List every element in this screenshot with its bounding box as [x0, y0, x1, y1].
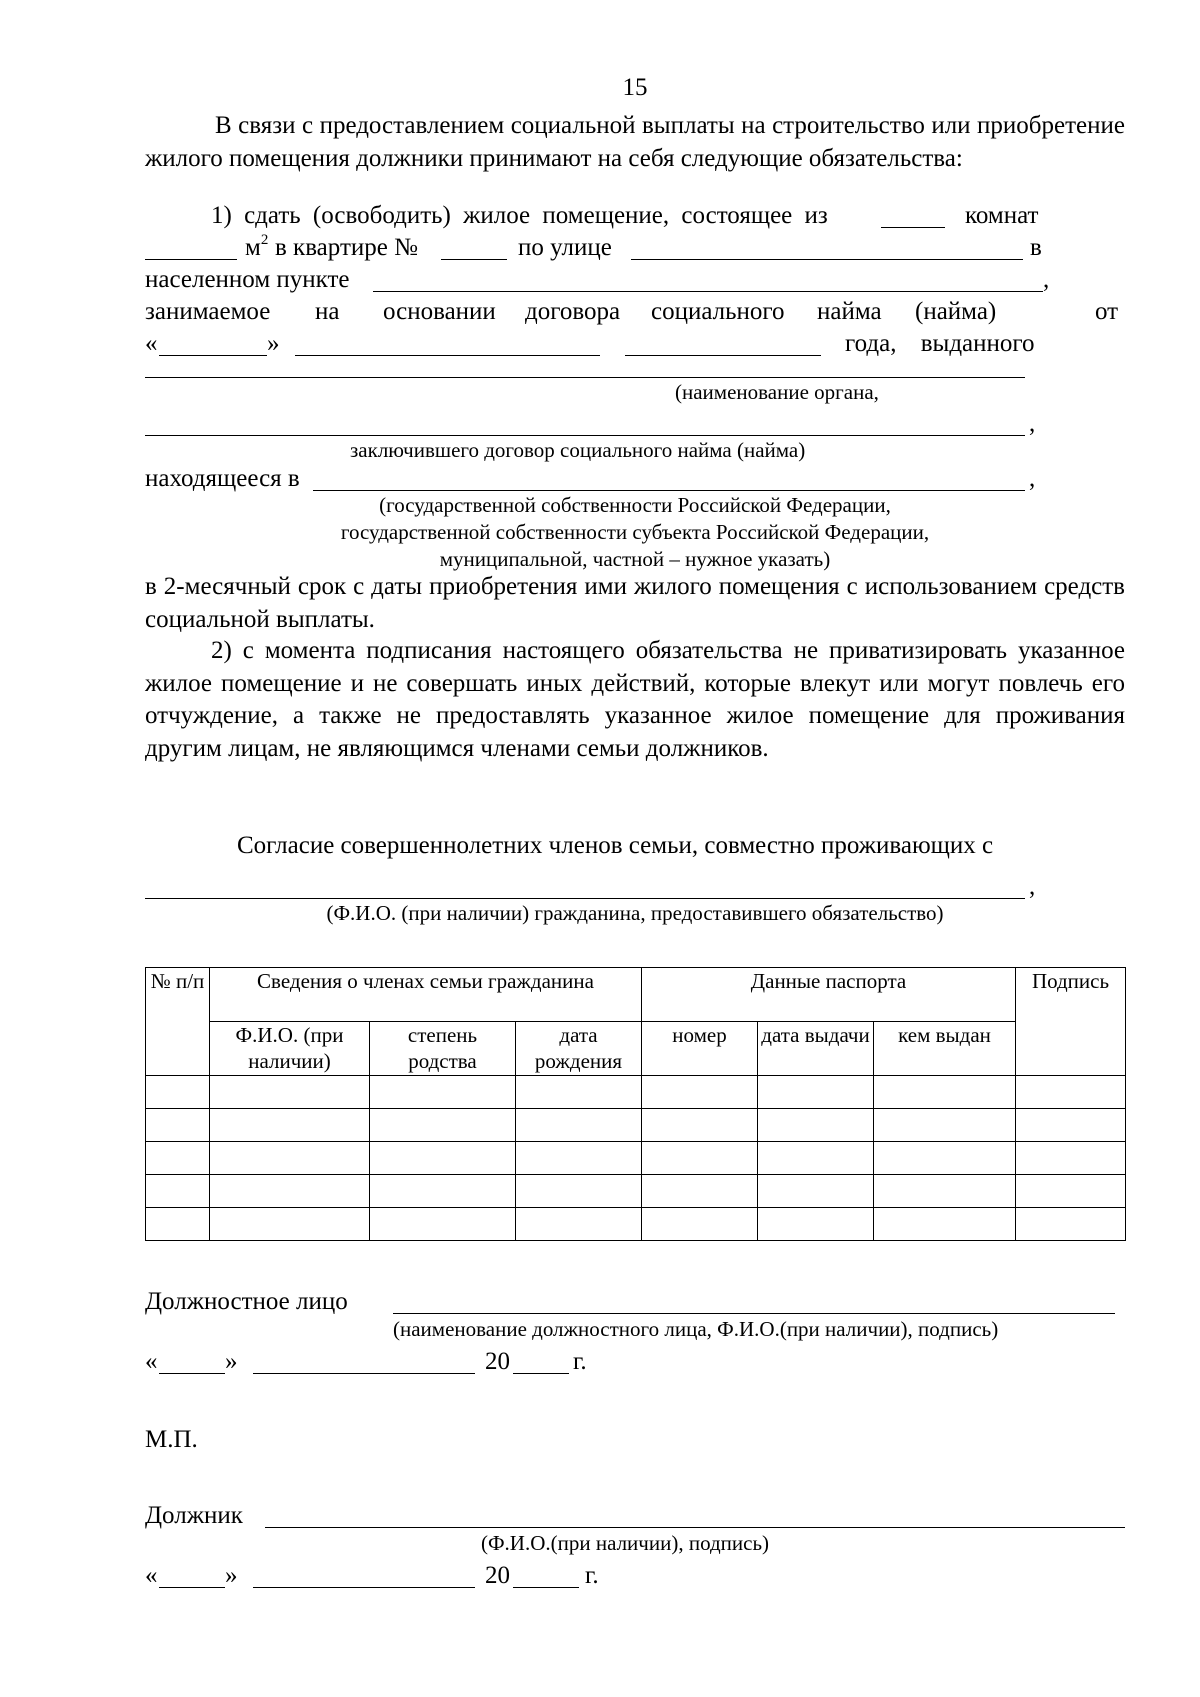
apartment-number-blank[interactable] [441, 259, 507, 260]
area-blank[interactable] [145, 259, 237, 260]
table-cell[interactable] [758, 1142, 874, 1175]
caption-citizen: (Ф.И.О. (при наличии) гражданина, предоставившего обязательство) [326, 901, 944, 925]
item1-line1 [145, 200, 1125, 232]
debtor-date-quote-open: « [145, 1562, 158, 1589]
header-issue-date: дата выдачи [758, 1022, 874, 1076]
apartment-label: в квартире № [275, 234, 418, 261]
located-label: находящееся в [145, 465, 300, 492]
official-date-quote-open: « [145, 1348, 158, 1375]
area-unit-sup: 2 [260, 231, 269, 248]
table-cell[interactable] [516, 1109, 642, 1142]
header-birth-date: дата рождения [516, 1022, 642, 1076]
debtor-year-prefix: 20 [485, 1562, 510, 1589]
citizen-comma-line [1029, 871, 1059, 903]
item1-line5 [145, 328, 1125, 360]
table-cell[interactable] [874, 1142, 1016, 1175]
table-cell[interactable] [516, 1175, 642, 1208]
header-members: Сведения о членах семьи гражданина [210, 968, 642, 1022]
organ-blank-2[interactable] [145, 435, 1025, 436]
table-cell[interactable] [874, 1175, 1016, 1208]
table-row [146, 1175, 1126, 1208]
contract-day-blank[interactable] [159, 355, 267, 356]
official-day-blank[interactable] [159, 1373, 225, 1374]
organ-blank[interactable] [145, 377, 1025, 378]
caption-debtor: (Ф.И.О.(при наличии), подпись) [480, 1531, 770, 1555]
basis-word-5: социального [651, 298, 785, 325]
item1-line4 [145, 296, 1125, 328]
table-cell[interactable] [210, 1076, 370, 1109]
settlement-comma: , [1043, 266, 1050, 293]
table-cell[interactable] [642, 1142, 758, 1175]
table-cell[interactable] [146, 1076, 210, 1109]
contract-number-blank[interactable] [625, 355, 821, 356]
item1-line2 [145, 232, 1125, 264]
table-cell[interactable] [370, 1175, 516, 1208]
family-members-table [145, 967, 1126, 1241]
area-unit [245, 232, 268, 264]
table-cell[interactable] [642, 1109, 758, 1142]
table-cell[interactable] [370, 1142, 516, 1175]
table-row [146, 1142, 1126, 1175]
debtor-year-blank[interactable] [513, 1587, 579, 1588]
contract-month-blank[interactable] [295, 355, 600, 356]
table-cell[interactable] [516, 1142, 642, 1175]
caption-property-1: (государственной собственности Российской Федерации, [379, 493, 891, 517]
consent-text: Согласие совершеннолетних членов семьи, совместно проживающих с [237, 832, 994, 859]
table-cell[interactable] [370, 1076, 516, 1109]
table-cell[interactable] [146, 1109, 210, 1142]
date-quote-open: « [145, 330, 158, 357]
table-cell[interactable] [210, 1175, 370, 1208]
official-year-blank[interactable] [513, 1373, 569, 1374]
table-cell[interactable] [210, 1208, 370, 1241]
table-cell[interactable] [758, 1175, 874, 1208]
intro-paragraph: В связи с предоставлением социальной выплаты на строительство или приобретение жилого помещения должники принимают на себя следующие обязательства: [145, 112, 1125, 172]
official-date-quote-close: » [225, 1348, 238, 1375]
year-issued-label: года, выданного [845, 330, 1035, 357]
table-cell[interactable] [210, 1109, 370, 1142]
table-row [146, 1208, 1126, 1241]
mp-line [145, 1424, 1125, 1456]
table-cell[interactable] [1016, 1208, 1126, 1241]
table-cell[interactable] [516, 1208, 642, 1241]
caption-official: (наименование должностного лица, Ф.И.О.(при наличии), подпись) [393, 1317, 999, 1341]
caption-property-3: муниципальной, частной – нужное указать) [439, 547, 831, 571]
citizen-name-blank[interactable] [145, 898, 1025, 899]
official-month-blank[interactable] [253, 1373, 475, 1374]
basis-word-1: занимаемое [145, 298, 271, 325]
table-cell[interactable] [758, 1109, 874, 1142]
table-cell[interactable] [1016, 1109, 1126, 1142]
debtor-line [145, 1500, 1125, 1532]
table-row [146, 1076, 1126, 1109]
page-number: 15 [622, 74, 648, 101]
table-cell[interactable] [1016, 1076, 1126, 1109]
caption-property-2: государственной собственности субъекта Российской Федерации, [340, 520, 930, 544]
debtor-blank[interactable] [265, 1527, 1125, 1528]
official-line [145, 1286, 1125, 1318]
table-cell[interactable] [758, 1076, 874, 1109]
header-number: № п/п [146, 968, 210, 1076]
header-fio: Ф.И.О. (при наличии) [210, 1022, 370, 1076]
table-cell[interactable] [146, 1142, 210, 1175]
official-year-suffix: г. [573, 1348, 587, 1375]
item1-prefix: 1) сдать (освободить) жилое помещение, состоящее из [211, 202, 828, 229]
header-passport-number: номер [642, 1022, 758, 1076]
table-cell[interactable] [370, 1109, 516, 1142]
official-blank[interactable] [393, 1313, 1115, 1314]
in-label: в [1030, 234, 1042, 261]
consent-line [145, 830, 1125, 862]
basis-word-3: основании [383, 298, 496, 325]
table-cell[interactable] [1016, 1142, 1126, 1175]
debtor-date-line [145, 1560, 1125, 1592]
header-signature: Подпись [1016, 968, 1126, 1076]
table-row [146, 1109, 1126, 1142]
header-relation: степень родства [370, 1022, 516, 1076]
located-comma: , [1029, 465, 1036, 492]
basis-word-4: договора [525, 298, 621, 325]
table-cell[interactable] [146, 1175, 210, 1208]
table-cell[interactable] [642, 1076, 758, 1109]
official-label: Должностное лицо [145, 1288, 348, 1315]
table-cell[interactable] [874, 1109, 1016, 1142]
debtor-month-blank[interactable] [253, 1587, 475, 1588]
official-date-line [145, 1346, 1125, 1378]
basis-word-2: на [315, 298, 340, 325]
debtor-label: Должник [145, 1502, 243, 1529]
table-cell[interactable] [1016, 1175, 1126, 1208]
rooms-count-blank[interactable] [881, 227, 945, 228]
citizen-comma: , [1029, 873, 1036, 900]
item2-paragraph: 2) с момента подписания настоящего обязательства не приватизировать указанное жилое помещение и не совершать иных действий, которые влекут или могут повлечь его отчуждение, а также не предоставлять указанное жилое помещение для проживания другим лицам, не являющимся членами семьи должников. [145, 637, 1125, 762]
caption-organ: (наименование органа, [675, 380, 879, 404]
table-cell[interactable] [146, 1208, 210, 1241]
rooms-label: комнат [965, 202, 1039, 229]
stamp-place: М.П. [145, 1426, 198, 1453]
header-issued-by: кем выдан [874, 1022, 1016, 1076]
table-cell[interactable] [210, 1142, 370, 1175]
located-line [145, 463, 1125, 495]
table-cell[interactable] [642, 1175, 758, 1208]
official-year-prefix: 20 [485, 1348, 510, 1375]
basis-word-6: найма [817, 298, 882, 325]
item1-line3 [145, 264, 1125, 296]
organ-comma: , [1029, 410, 1036, 437]
header-passport: Данные паспорта [642, 968, 1016, 1022]
organ-comma-line [1029, 408, 1059, 440]
caption-contract: заключившего договор социального найма (найма) [350, 438, 806, 462]
property-blank[interactable] [313, 490, 1025, 491]
basis-word-8: от [1095, 298, 1119, 325]
table-cell[interactable] [642, 1208, 758, 1241]
basis-word-7: (найма) [915, 298, 997, 325]
table-cell[interactable] [370, 1208, 516, 1241]
term-paragraph: в 2-месячный срок с даты приобретения ими жилого помещения с использованием средств социальной выплаты. [145, 573, 1125, 633]
area-unit-m: м [245, 234, 261, 261]
debtor-day-blank[interactable] [159, 1587, 225, 1588]
debtor-date-quote-close: » [225, 1562, 238, 1589]
street-blank[interactable] [631, 259, 1023, 260]
settlement-blank[interactable] [373, 291, 1043, 292]
date-quote-close: » [267, 330, 280, 357]
table-cell[interactable] [874, 1076, 1016, 1109]
street-label: по улице [518, 234, 612, 261]
debtor-year-suffix: г. [585, 1562, 599, 1589]
table-cell[interactable] [758, 1208, 874, 1241]
table-cell[interactable] [874, 1208, 1016, 1241]
settlement-label: населенном пункте [145, 266, 350, 293]
table-cell[interactable] [516, 1076, 642, 1109]
